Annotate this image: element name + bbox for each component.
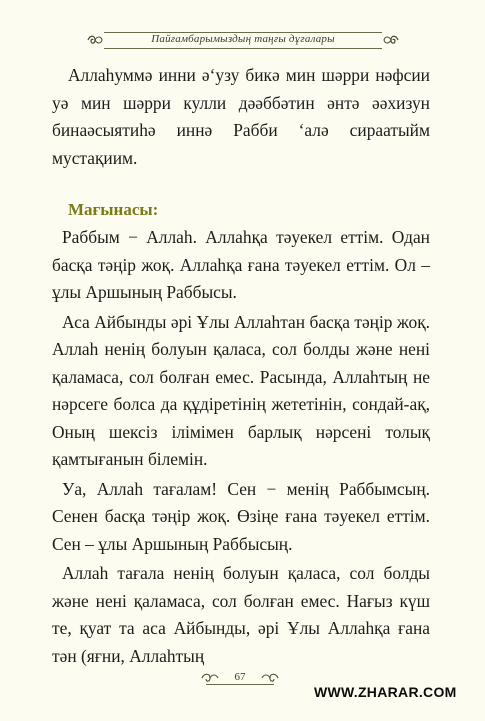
ornament-right-icon bbox=[382, 33, 400, 47]
page-content bbox=[52, 62, 430, 670]
body-paragraph-2: Аса Айбынды әрі Ұлы Аллаһтан басқа тәңір жоқ. Аллаһ ненің болуын қаласа, сол болды және нені қаламаса, сол болған емес. Расында, Аллаһтың не нәрсеге болса да құдіретінің жететінін, сондай-ақ, Оның шексіз ілімімен барлық нәрсені толық қамтығанын білемін. bbox=[52, 311, 430, 469]
page-footer bbox=[200, 670, 280, 686]
header-rule-bottom bbox=[104, 48, 382, 49]
watermark: WWW.ZHARAR.COM bbox=[314, 684, 457, 700]
footer-rule bbox=[206, 684, 274, 685]
footer-ornament-left-icon bbox=[200, 672, 220, 684]
body-paragraph-3: Уа, Аллаһ тағалам! Сен − менің Раббымсың. Сенен басқа тәңір жоқ. Өзіңе ғана тәуекел еттім. Сен – ұлы Аршының Раббысың. bbox=[52, 478, 430, 554]
meaning-heading: Мағынасы: bbox=[68, 200, 159, 219]
page-number: 67 bbox=[234, 671, 246, 683]
transliteration-paragraph: Аллаһуммә инни ә‘узу бикә мин шәрри нәфсии уә мин шәрри кулли дәәббәтин әнтә әәхизун бинаәсыятиһә иннә Рабби ‘алә сираатыйм мустақиим. bbox=[52, 65, 430, 168]
body-paragraph-4: Аллаһ тағала ненің болуын қаласа, сол болды және нені қаламаса, сол болған емес. Нағыз күш те, қуат та аса Айбынды, әрі Ұлы Аллаһқа ғана тән (яғни, Аллаһтың bbox=[52, 563, 430, 666]
ornament-left-icon bbox=[86, 33, 104, 47]
body-paragraph-1: Раббым − Аллаһ. Аллаһқа тәуекел еттім. Одан басқа тәңір жоқ. Аллаһқа ғана тәуекел еттім. Ол – ұлы Аршының Раббысы. bbox=[52, 227, 430, 302]
footer-ornament-right-icon bbox=[260, 672, 280, 684]
header-title: Пайғамбарымыздың таңғы дұғалары bbox=[151, 33, 335, 45]
running-header bbox=[88, 31, 398, 49]
